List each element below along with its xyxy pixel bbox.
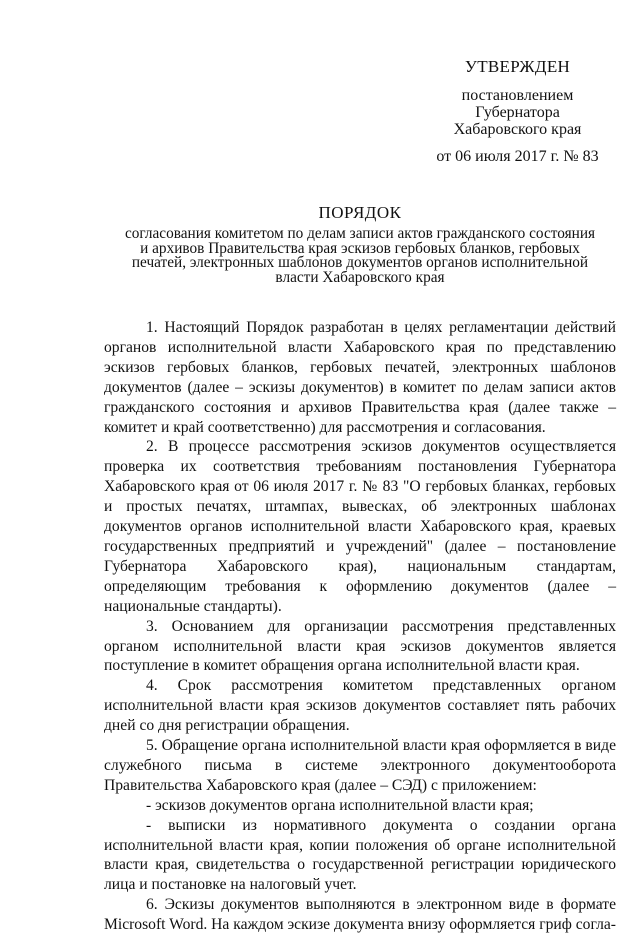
approval-stamp: [400, 58, 635, 165]
document-title: ПОРЯДОК: [318, 203, 402, 222]
list-item-extracts: - выписки из нормативного документа о создании органа исполнительной власти края, копии положения об органе исполнительной власти края, свидетельства о государственной регистрации юридического лица и постановке на налоговый учет.: [104, 816, 616, 894]
paragraph-2: 2. В процессе рассмотрения эскизов документов осуществляется проверка их соответствия требованиям постановления Губернатора Хабаровского края от 06 июля 2017 г. № 83 "О гербовых бланках, гербовых и простых печатях, штампах, вывесках, об электронных шаблонах документов органов исполнительной власти Хабаровского края, краевых государственных предприятий и учреждений" (далее – постановление Губернатора Хабаровского края), национальным стандартам, определяющим требования к оформлению документов (далее – национальные стандарты).: [104, 438, 616, 615]
approval-line-decree: постановлением: [461, 87, 574, 104]
paragraph-6: 6. Эскизы документов выполняются в электронном виде в формате Microsoft Word. На каждом эскизе документа внизу оформляется гриф согла-: [104, 896, 616, 934]
paragraph-4: 4. Срок рассмотрения комитетом представленных органом исполнительной власти края эскизов документов составляет пять рабочих дней со дня регистрации обращения.: [104, 677, 616, 735]
list-item-sketches: - эскизов документов органа исполнительной власти края;: [146, 796, 534, 814]
paragraph-5: 5. Обращение органа исполнительной власти края оформляется в виде служебного письма в системе электронного документооборота Правительства Хабаровского края (далее – СЭД) с приложением:: [104, 737, 616, 794]
approval-line-region: Хабаровского края: [453, 121, 582, 138]
document-body: [104, 318, 616, 935]
approval-heading: УТВЕРЖДЕН: [464, 57, 571, 76]
paragraph-3: 3. Основанием для организации рассмотрения представленных органом исполнительной власти края эскизов документов является поступление в комитет обращения органа исполнительной власти края.: [104, 617, 616, 675]
paragraph-1: 1. Настоящий Порядок разработан в целях регламентации действий органов исполнительной власти Хабаровского края по представлению эскизов гербовых бланков, гербовых печатей, электронных шаблонов документов (далее – эскизы документов) в комитет по делам записи актов гражданского состояния и архивов Правительства края (далее также – комитет и край соответственно) для рассмотрения и согласования.: [104, 319, 616, 436]
document-subtitle: согласования комитетом по делам записи актов гражданского состояния и архивов Правительства края эскизов гербовых бланков, гербовых печатей, электронных шаблонов документов органов исполнительной власти Хабаровского края: [124, 225, 596, 286]
approval-line-governor: Губернатора: [475, 104, 560, 121]
approval-date: от 06 июля 2017 г. № 83: [436, 148, 599, 165]
